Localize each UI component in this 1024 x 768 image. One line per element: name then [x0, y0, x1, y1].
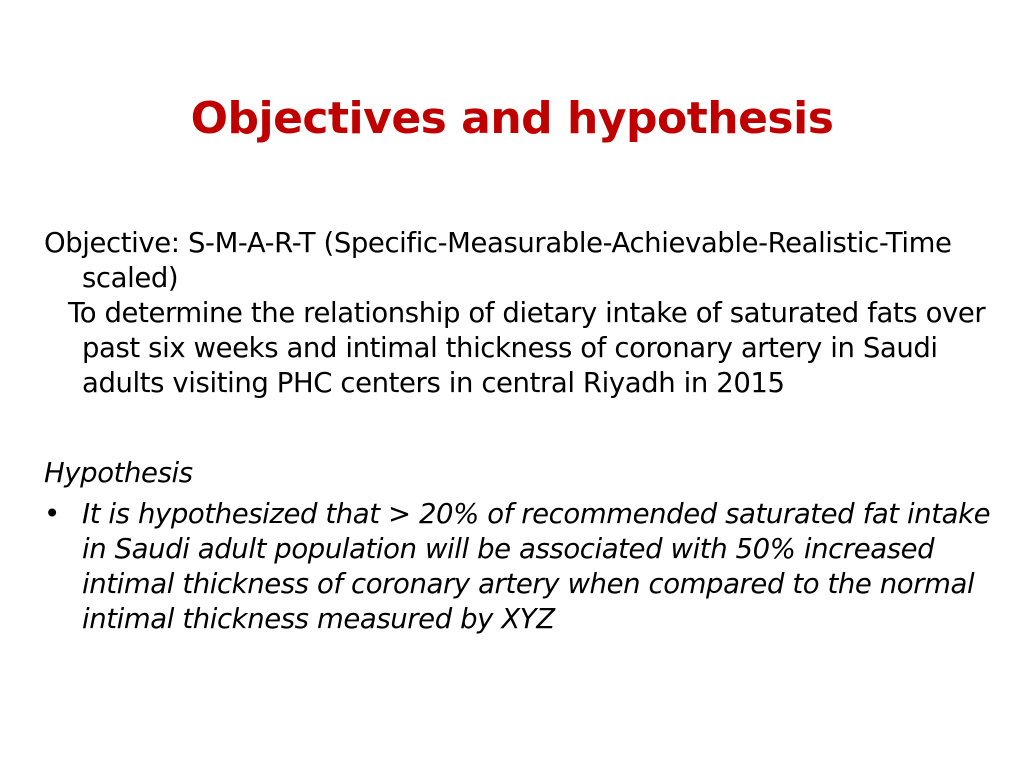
slide-title: Objectives and hypothesis	[190, 93, 834, 145]
slide-body	[44, 226, 994, 637]
hypothesis-text: It is hypothesized that > 20% of recommended saturated fat intake in Saudi adult population will be associated with 50% increased intimal thickness of coronary artery when compared to the normal intimal thickness measured by XYZ	[82, 498, 991, 635]
objective-line: Objective: S-M-A-R-T (Specific-Measurable-Achievable-Realistic-Time scaled)	[44, 227, 952, 294]
objective-text: To determine the relationship of dietary intake of saturated fats over past six weeks and intimal thickness of coronary artery in Saudi adults visiting PHC centers in central Riyadh in 2015	[68, 297, 986, 399]
hypothesis-bullet-item	[44, 497, 994, 637]
bullet-icon: •	[44, 498, 60, 530]
spacer	[44, 401, 994, 456]
hypothesis-heading: Hypothesis	[44, 457, 193, 489]
